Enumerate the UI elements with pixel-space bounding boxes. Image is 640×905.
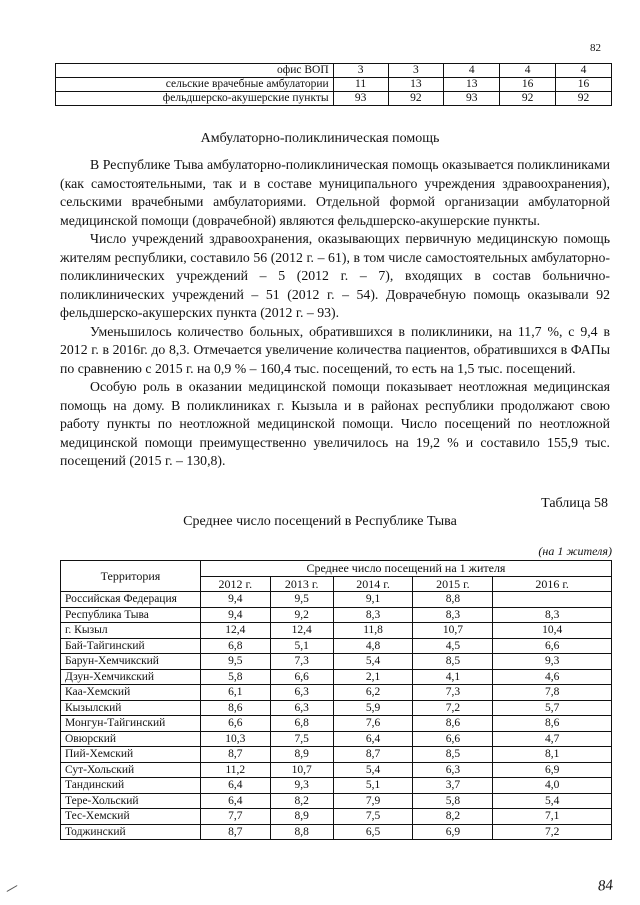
territory-cell: Бай-Тайгинский bbox=[61, 638, 201, 654]
value-cell: 93 bbox=[444, 92, 500, 106]
year-header: 2016 г. bbox=[493, 576, 612, 592]
value-cell: 5,4 bbox=[333, 762, 413, 778]
value-cell: 16 bbox=[500, 78, 556, 92]
value-cell: 4,7 bbox=[493, 731, 612, 747]
table-row bbox=[61, 700, 612, 716]
table-number: Таблица 58 bbox=[541, 496, 608, 511]
paragraph: Особую роль в оказании медицинской помощи показывает неотложная медицинская помощь на дому. В поликлиниках г. Кызыла и в районах республики продолжают свою работу пункты по неотложной медицинской помощи. Число посещений по неотложной медицинской помощи преимущественно увеличилось на 19,2 % и составило 155,9 тыс. посещений (2015 г. – 130,8). bbox=[60, 379, 610, 468]
value-cell: 8,3 bbox=[413, 607, 493, 623]
value-cell: 8,8 bbox=[413, 592, 493, 608]
value-cell: 6,4 bbox=[200, 778, 270, 794]
value-cell: 3 bbox=[333, 64, 388, 78]
value-cell: 5,1 bbox=[270, 638, 333, 654]
table-row bbox=[61, 793, 612, 809]
value-cell: 10,7 bbox=[413, 623, 493, 639]
territory-cell: Монгун-Тайгинский bbox=[61, 716, 201, 732]
value-cell: 16 bbox=[556, 78, 612, 92]
value-cell: 5,9 bbox=[333, 700, 413, 716]
value-cell: 4 bbox=[556, 64, 612, 78]
value-cell: 4 bbox=[444, 64, 500, 78]
territory-cell: Дзун-Хемчикский bbox=[61, 669, 201, 685]
value-cell: 12,4 bbox=[270, 623, 333, 639]
value-cell: 9,5 bbox=[270, 592, 333, 608]
value-cell: 6,6 bbox=[493, 638, 612, 654]
section-title: Амбулаторно-поликлиническая помощь bbox=[200, 131, 440, 146]
value-cell bbox=[493, 592, 612, 608]
paragraph: Число учреждений здравоохранения, оказывающих первичную медицинскую помощь жителям республики, составило 56 (2012 г. – 61), в том числе самостоятельных амбулаторно-поликлинических учреждений – 5 (2012 г. – 7), входящих в состав больнично-поликлинических учреждений – 51 (2012 г. – 54). Доврачебную помощь оказывали 92 фельдшерско-акушерских пункта (2012 г. – 93). bbox=[60, 231, 610, 320]
value-cell: 6,9 bbox=[413, 824, 493, 840]
year-header: 2012 г. bbox=[200, 576, 270, 592]
value-cell: 6,3 bbox=[270, 685, 333, 701]
value-cell: 9,5 bbox=[200, 654, 270, 670]
value-cell: 6,2 bbox=[333, 685, 413, 701]
value-cell: 13 bbox=[388, 78, 444, 92]
visits-group-header: Среднее число посещений на 1 жителя bbox=[200, 561, 611, 577]
value-cell: 8,2 bbox=[413, 809, 493, 825]
value-cell: 7,2 bbox=[413, 700, 493, 716]
table-row bbox=[56, 92, 612, 106]
value-cell: 7,1 bbox=[493, 809, 612, 825]
facility-type-cell: фельдшерско-акушерские пункты bbox=[56, 92, 334, 106]
year-header: 2014 г. bbox=[333, 576, 413, 592]
table-row bbox=[61, 685, 612, 701]
table-title: Среднее число посещений в Республике Тыва bbox=[183, 514, 457, 529]
territory-cell: Кызылский bbox=[61, 700, 201, 716]
value-cell: 10,4 bbox=[493, 623, 612, 639]
page-number: 82 bbox=[590, 42, 601, 54]
table-row bbox=[61, 778, 612, 794]
value-cell: 6,6 bbox=[413, 731, 493, 747]
year-header: 2013 г. bbox=[270, 576, 333, 592]
value-cell: 11,8 bbox=[333, 623, 413, 639]
value-cell: 5,4 bbox=[333, 654, 413, 670]
value-cell: 11,2 bbox=[200, 762, 270, 778]
value-cell: 6,3 bbox=[270, 700, 333, 716]
facilities-table bbox=[55, 63, 612, 106]
value-cell: 4,5 bbox=[413, 638, 493, 654]
territory-cell: Барун-Хемчикский bbox=[61, 654, 201, 670]
value-cell: 7,6 bbox=[333, 716, 413, 732]
value-cell: 3,7 bbox=[413, 778, 493, 794]
value-cell: 6,8 bbox=[270, 716, 333, 732]
territory-cell: Тандинский bbox=[61, 778, 201, 794]
value-cell: 8,7 bbox=[200, 747, 270, 763]
value-cell: 8,1 bbox=[493, 747, 612, 763]
value-cell: 3 bbox=[388, 64, 444, 78]
territory-cell: Тере-Хольский bbox=[61, 793, 201, 809]
territory-cell: Сут-Хольский bbox=[61, 762, 201, 778]
value-cell: 4,6 bbox=[493, 669, 612, 685]
value-cell: 8,7 bbox=[200, 824, 270, 840]
value-cell: 12,4 bbox=[200, 623, 270, 639]
value-cell: 8,5 bbox=[413, 747, 493, 763]
value-cell: 8,3 bbox=[333, 607, 413, 623]
value-cell: 6,4 bbox=[200, 793, 270, 809]
value-cell: 7,3 bbox=[270, 654, 333, 670]
value-cell: 8,9 bbox=[270, 747, 333, 763]
value-cell: 92 bbox=[500, 92, 556, 106]
table-row bbox=[61, 731, 612, 747]
value-cell: 4,8 bbox=[333, 638, 413, 654]
value-cell: 6,6 bbox=[270, 669, 333, 685]
territory-header: Территория bbox=[61, 561, 201, 592]
value-cell: 9,4 bbox=[200, 607, 270, 623]
body-text bbox=[60, 156, 610, 471]
territory-cell: Тес-Хемский bbox=[61, 809, 201, 825]
value-cell: 7,7 bbox=[200, 809, 270, 825]
value-cell: 9,2 bbox=[270, 607, 333, 623]
territory-cell: Тоджинский bbox=[61, 824, 201, 840]
value-cell: 13 bbox=[444, 78, 500, 92]
table-row bbox=[56, 64, 612, 78]
value-cell: 9,3 bbox=[493, 654, 612, 670]
value-cell: 8,8 bbox=[270, 824, 333, 840]
value-cell: 6,5 bbox=[333, 824, 413, 840]
value-cell: 6,9 bbox=[493, 762, 612, 778]
value-cell: 7,5 bbox=[333, 809, 413, 825]
value-cell: 9,1 bbox=[333, 592, 413, 608]
value-cell: 6,3 bbox=[413, 762, 493, 778]
value-cell: 5,1 bbox=[333, 778, 413, 794]
value-cell: 6,6 bbox=[200, 716, 270, 732]
territory-cell: Овюрский bbox=[61, 731, 201, 747]
value-cell: 8,7 bbox=[333, 747, 413, 763]
territory-cell: Российская Федерация bbox=[61, 592, 201, 608]
value-cell: 7,5 bbox=[270, 731, 333, 747]
territory-cell: Пий-Хемский bbox=[61, 747, 201, 763]
territory-cell: г. Кызыл bbox=[61, 623, 201, 639]
territory-cell: Каа-Хемский bbox=[61, 685, 201, 701]
table-row bbox=[56, 78, 612, 92]
value-cell: 6,1 bbox=[200, 685, 270, 701]
value-cell: 10,7 bbox=[270, 762, 333, 778]
value-cell: 7,8 bbox=[493, 685, 612, 701]
value-cell: 7,3 bbox=[413, 685, 493, 701]
value-cell: 4,0 bbox=[493, 778, 612, 794]
value-cell: 2,1 bbox=[333, 669, 413, 685]
value-cell: 5,8 bbox=[413, 793, 493, 809]
value-cell: 8,3 bbox=[493, 607, 612, 623]
value-cell: 6,4 bbox=[333, 731, 413, 747]
facility-type-cell: сельские врачебные амбулатории bbox=[56, 78, 334, 92]
handwritten-page-number: 84 bbox=[597, 877, 614, 895]
value-cell: 9,3 bbox=[270, 778, 333, 794]
table-row bbox=[61, 809, 612, 825]
visits-table bbox=[60, 560, 612, 840]
table-row bbox=[61, 669, 612, 685]
value-cell: 11 bbox=[333, 78, 388, 92]
year-header: 2015 г. bbox=[413, 576, 493, 592]
value-cell: 5,7 bbox=[493, 700, 612, 716]
table-row bbox=[61, 824, 612, 840]
value-cell: 5,4 bbox=[493, 793, 612, 809]
table-row bbox=[61, 747, 612, 763]
value-cell: 7,2 bbox=[493, 824, 612, 840]
value-cell: 8,6 bbox=[200, 700, 270, 716]
value-cell: 4,1 bbox=[413, 669, 493, 685]
value-cell: 8,5 bbox=[413, 654, 493, 670]
value-cell: 92 bbox=[388, 92, 444, 106]
paragraph: Уменьшилось количество больных, обратившихся в поликлиники, на 11,7 %, с 9,4 в 2012 г. в 2016г. до 8,3. Отмечается увеличение количества пациентов, обратившихся в ФАПы по сравнению с 2015 г. на 0,9 % – 160,4 тыс. посещений, то есть на 1,5 тыс. посещений. bbox=[60, 323, 610, 376]
table-row bbox=[61, 762, 612, 778]
value-cell: 8,6 bbox=[413, 716, 493, 732]
facility-type-cell: офис ВОП bbox=[56, 64, 334, 78]
value-cell: 6,8 bbox=[200, 638, 270, 654]
value-cell: 9,4 bbox=[200, 592, 270, 608]
value-cell: 8,9 bbox=[270, 809, 333, 825]
table-row bbox=[61, 592, 612, 608]
territory-cell: Республика Тыва bbox=[61, 607, 201, 623]
value-cell: 93 bbox=[333, 92, 388, 106]
paragraph: В Республике Тыва амбулаторно-поликлиническая помощь оказывается поликлиниками (как самостоятельными, так и в составе муниципального учреждения здравоохранения), сельскими врачебными амбулаториями. Отдельной формой организации амбулаторной медицинской помощи (доврачебной) являются фельдшерско-акушерские пункты. bbox=[60, 157, 610, 228]
table-unit: (на 1 жителя) bbox=[538, 544, 612, 558]
value-cell: 4 bbox=[500, 64, 556, 78]
table-row bbox=[61, 638, 612, 654]
value-cell: 5,8 bbox=[200, 669, 270, 685]
value-cell: 8,6 bbox=[493, 716, 612, 732]
value-cell: 7,9 bbox=[333, 793, 413, 809]
value-cell: 8,2 bbox=[270, 793, 333, 809]
pen-mark bbox=[7, 885, 18, 892]
value-cell: 10,3 bbox=[200, 731, 270, 747]
table-row bbox=[61, 607, 612, 623]
table-row bbox=[61, 716, 612, 732]
value-cell: 92 bbox=[556, 92, 612, 106]
table-row bbox=[61, 623, 612, 639]
table-row bbox=[61, 654, 612, 670]
